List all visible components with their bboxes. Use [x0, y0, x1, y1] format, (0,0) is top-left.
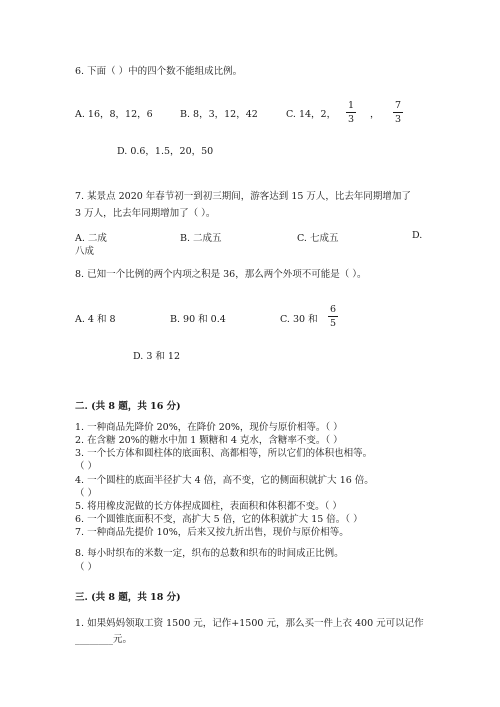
- fraction-denominator: 3: [394, 114, 402, 125]
- fraction-bar: [346, 112, 356, 113]
- section-2-item: 6. 一个圆锥底面积不变，高扩大 5 倍，它的体积就扩大 15 倍。（ ）: [75, 514, 363, 525]
- section-3-q1-line1: 1. 如果妈妈领取工资 1500 元，记作+1500 元，那么买一件上衣 400 元可以记作: [75, 618, 424, 629]
- section-2-item: （ ）: [75, 488, 98, 499]
- q6-option-c[interactable]: C. 14，2，: [286, 109, 337, 120]
- q8-option-d[interactable]: D. 3 和 12: [133, 351, 180, 362]
- section-2-item: 3. 一个长方体和圆柱体的底面积、高都相等，所以它们的体积也相等。: [75, 448, 373, 459]
- q6-option-c-fraction-2: [393, 100, 403, 125]
- fraction-numerator: 7: [394, 100, 402, 111]
- q6-option-c-separator: ，: [370, 109, 380, 120]
- section-2-title: 二. (共 8 题，共 16 分): [75, 401, 181, 412]
- section-2-item: 4. 一个圆柱的底面半径扩大 4 倍，高不变，它的侧面积就扩大 16 倍。: [75, 475, 374, 486]
- section-2-item: 1. 一种商品先降价 20%，在降价 20%，现价与原价相等。（ ）: [75, 422, 343, 433]
- section-3-title: 三. (共 8 题，共 18 分): [75, 592, 181, 603]
- q7-stem-line1: 7. 某景点 2020 年春节初一到初三期间，游客达到 15 万人，比去年同期增加了: [75, 191, 411, 202]
- q7-option-c[interactable]: C. 七成五: [297, 233, 339, 244]
- q8-option-c[interactable]: C. 30 和: [280, 314, 318, 325]
- q6-option-b[interactable]: B. 8，3，12，42: [180, 109, 258, 120]
- q7-stem-line2: 3 万人，比去年同期增加了（ ）。: [75, 208, 216, 219]
- q6-option-a[interactable]: A. 16，8，12，6: [75, 109, 153, 120]
- section-2-item: 5. 将用橡皮泥做的长方体捏成圆柱，表面积和体积都不变。（ ）: [75, 501, 342, 512]
- fraction-bar: [393, 112, 403, 113]
- q7-option-d-label[interactable]: D.: [412, 230, 423, 241]
- q6-option-c-fraction-1: [346, 100, 356, 125]
- q6-stem: 6. 下面（ ）中的四个数不能组成比例。: [75, 66, 243, 77]
- section-2-item: （ ）: [75, 461, 98, 472]
- fraction-denominator: 3: [347, 114, 355, 125]
- q7-option-b[interactable]: B. 二成五: [180, 233, 222, 244]
- q7-option-a[interactable]: A. 二成: [75, 233, 107, 244]
- q8-option-b[interactable]: B. 90 和 0.4: [170, 314, 226, 325]
- fraction-numerator: 1: [347, 100, 355, 111]
- q8-stem: 8. 已知一个比例的两个内项之积是 36，那么两个外项不可能是（ ）。: [75, 269, 367, 280]
- q8-option-c-fraction: [328, 304, 338, 329]
- q7-option-d-text[interactable]: 八成: [75, 246, 95, 257]
- q6-option-d[interactable]: D. 0.6，1.5，20，50: [117, 146, 214, 157]
- q8-option-a[interactable]: A. 4 和 8: [75, 314, 116, 325]
- section-2-item: 2. 在含糖 20%的糖水中加 1 颗糖和 4 克水，含糖率不变。（ ）: [75, 435, 343, 446]
- section-2-item: （ ）: [75, 562, 98, 573]
- section-2-item: 8. 每小时织布的米数一定，织布的总数和织布的时间成正比例。: [75, 548, 344, 559]
- section-2-item: 7. 一种商品先提价 10%，后来又按九折出售，现价与原价相等。: [75, 527, 349, 538]
- fraction-denominator: 5: [329, 318, 337, 329]
- fraction-numerator: 6: [329, 304, 337, 315]
- fraction-bar: [328, 316, 338, 317]
- section-3-q1-line2[interactable]: ________元。: [75, 634, 133, 645]
